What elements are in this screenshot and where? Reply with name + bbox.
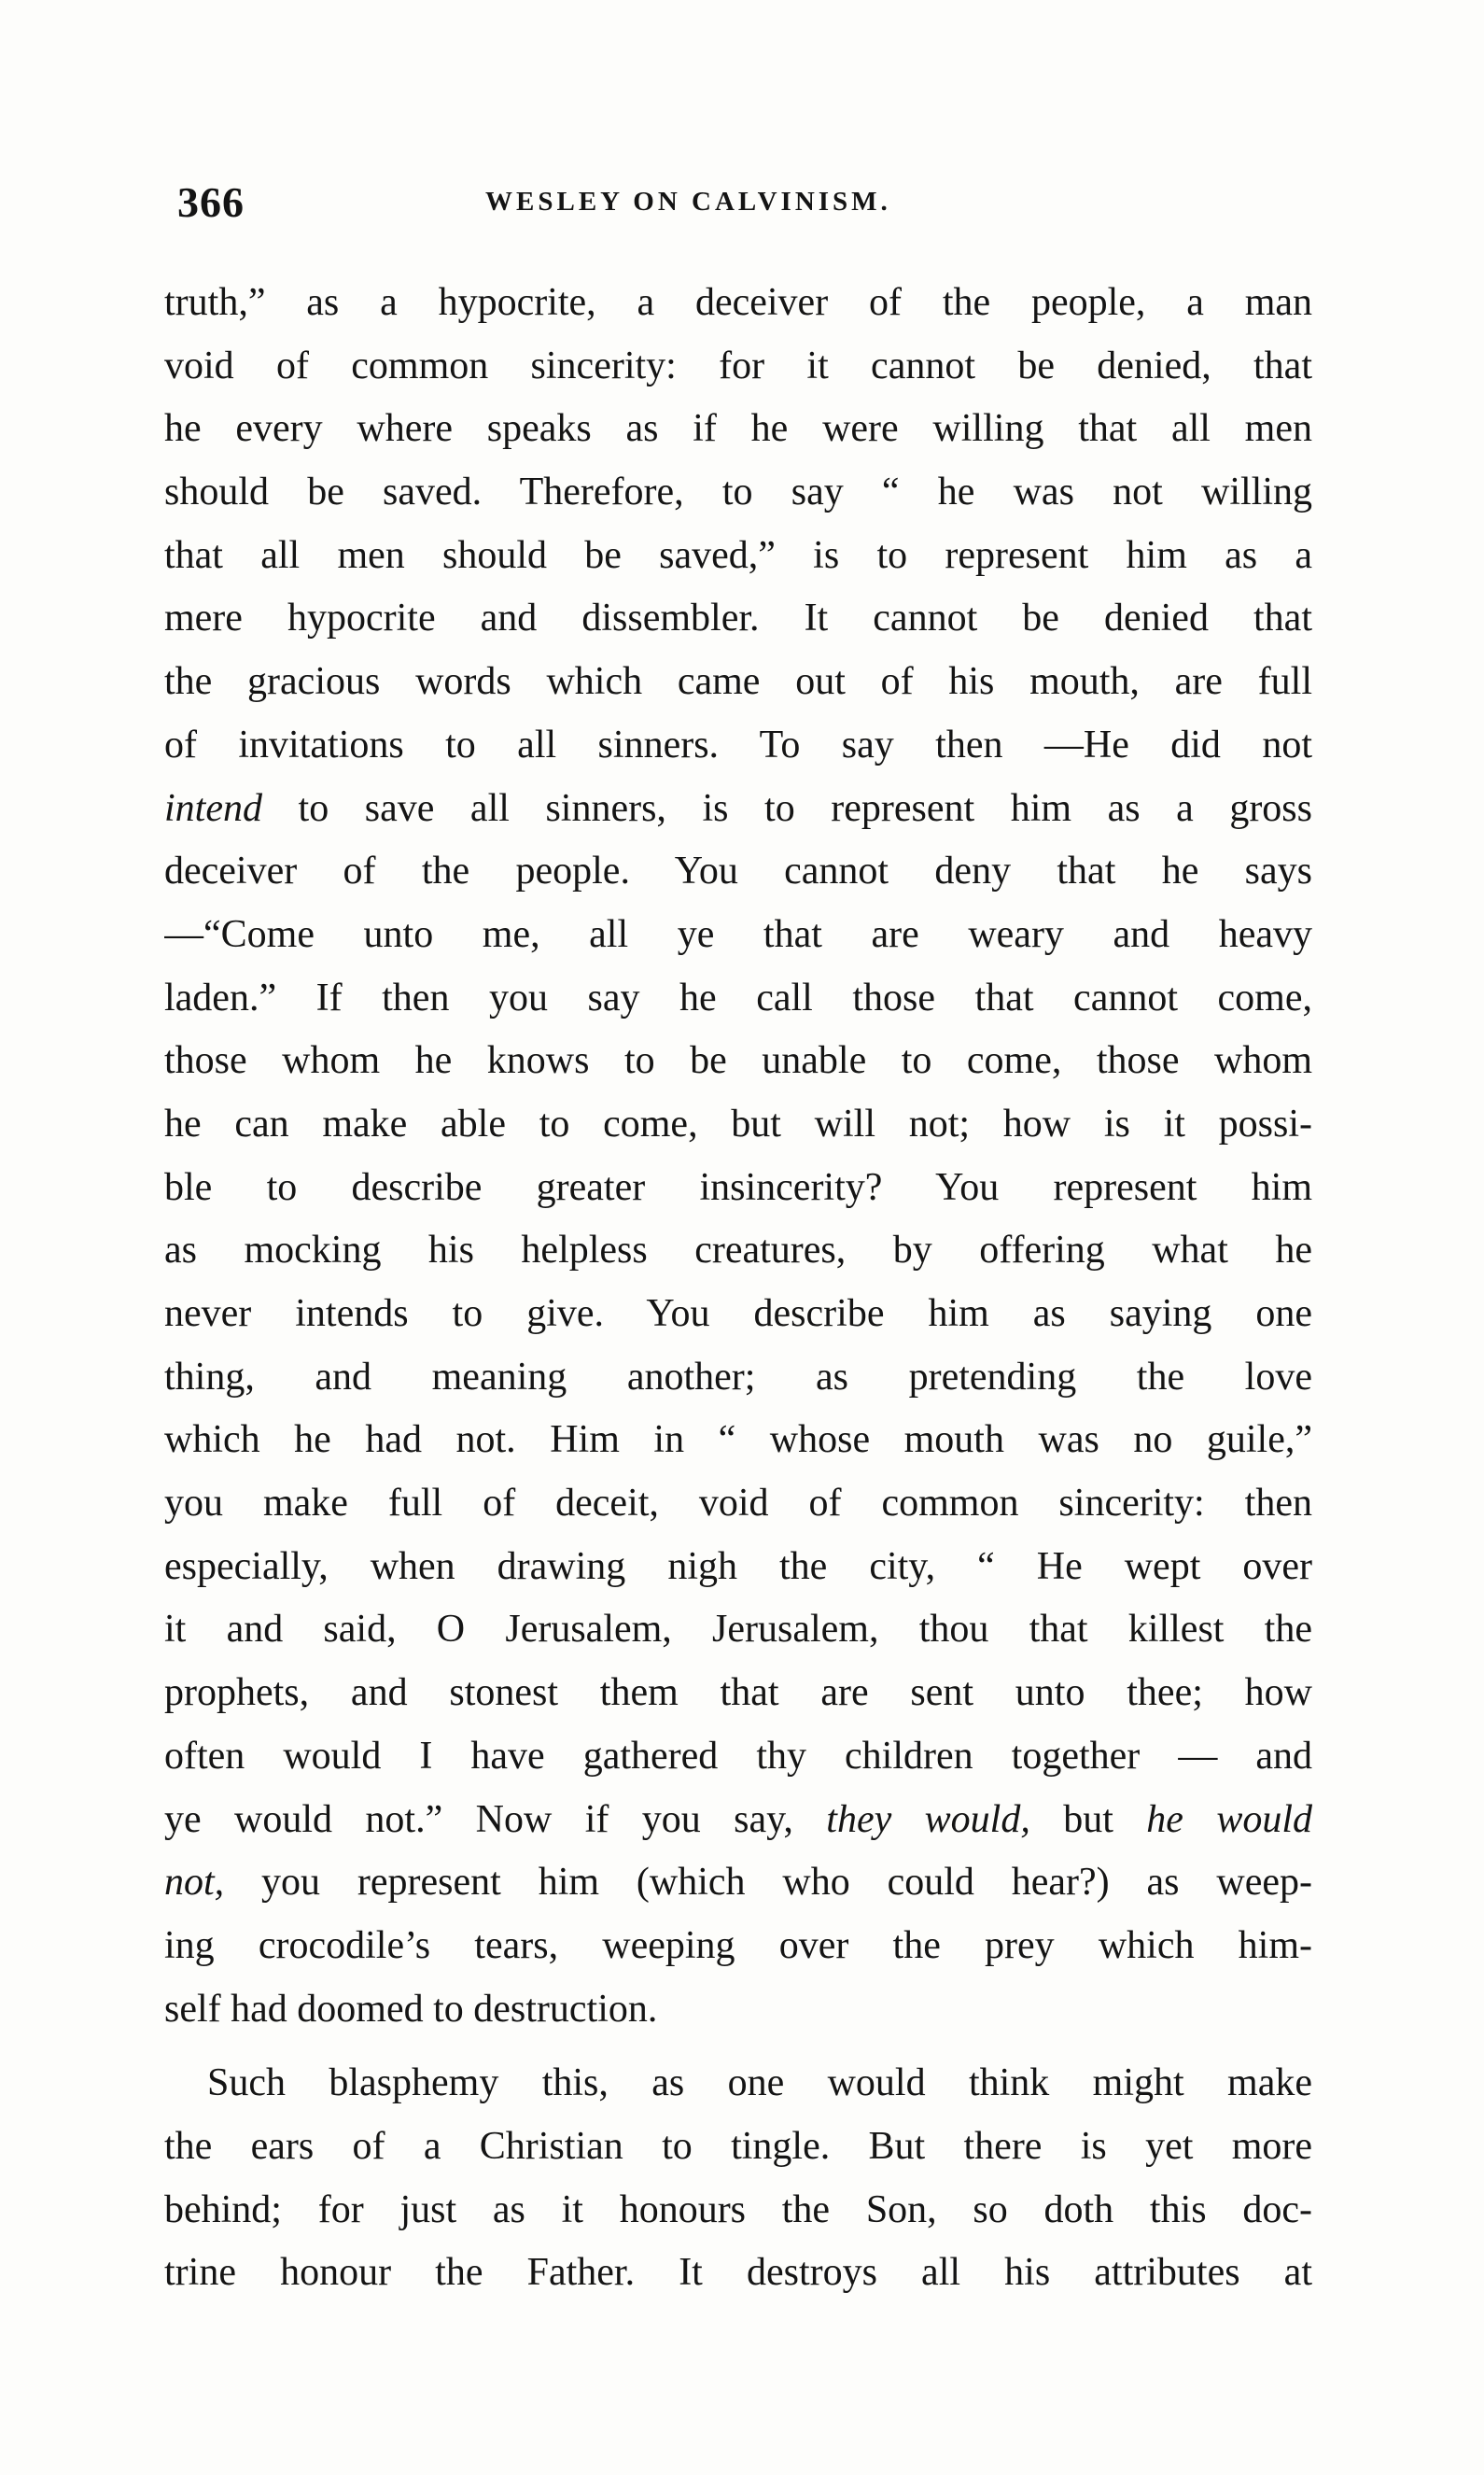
text-line: self had doomed to destruction. (164, 1987, 658, 2031)
text-line (164, 778, 1312, 841)
page-number: 366 (177, 178, 245, 226)
text-line (164, 1789, 1312, 1852)
text-fragment: but (1029, 1797, 1147, 1841)
text-line: —“Come unto me, all ye that are weary and heavy (164, 912, 1312, 956)
text-line: prophets, and stonest them that are sent unto thee; how (164, 1671, 1312, 1715)
text-line: he can make able to come, but will not; how is it possi- (164, 1102, 1312, 1146)
text-line: the gracious words which came out of his mouth, are full (164, 660, 1312, 704)
paragraph-2 (164, 2052, 1312, 2305)
text-line: which he had not. Him in “ whose mouth was no guile,” (164, 1418, 1312, 1462)
text-fragment: to save all sinners, is to represent him as a gross (298, 786, 1312, 830)
text-line (164, 1851, 1312, 1915)
italic-phrase: he would (1146, 1797, 1312, 1841)
paragraph-gap (164, 2041, 1312, 2052)
text-line: should be saved. Therefore, to say “ he was not willing (164, 471, 1312, 514)
text-line: that all men should be saved,” is to represent him as a (164, 533, 1312, 577)
text-line: behind; for just as it honours the Son, so doth this doc- (164, 2187, 1312, 2231)
paragraph-1 (164, 272, 1312, 2041)
text-line: you make full of deceit, void of common sincerity: then (164, 1482, 1312, 1526)
text-line: those whom he knows to be unable to come, those whom (164, 1039, 1312, 1083)
body-text (164, 272, 1312, 2305)
text-fragment: ye would not.” Now if you say, (164, 1797, 793, 1841)
text-fragment: you represent him (which who could hear?) as weep- (261, 1861, 1312, 1905)
text-line: laden.” If then you say he call those that cannot come, (164, 976, 1312, 1020)
italic-word: not, (164, 1861, 225, 1905)
text-line: void of common sincerity: for it cannot be denied, that (164, 344, 1312, 387)
running-title: WESLEY ON CALVINISM. (485, 187, 891, 217)
text-line: mere hypocrite and dissembler. It cannot be denied that (164, 597, 1312, 640)
text-line: truth,” as a hypocrite, a deceiver of the people, a man (164, 281, 1312, 324)
italic-phrase: they would, (826, 1797, 1030, 1841)
text-line: ble to describe greater insincerity? You represent him (164, 1165, 1312, 1209)
text-line: Such blasphemy this, as one would think might make (207, 2061, 1312, 2105)
text-line: ing crocodile’s tears, weeping over the prey which him- (164, 1923, 1312, 1967)
text-line: as mocking his helpless creatures, by offering what he (164, 1229, 1312, 1273)
italic-word: intend (164, 786, 262, 830)
text-line: he every where speaks as if he were willing that all men (164, 407, 1312, 451)
text-line: often would I have gathered thy children together — and (164, 1734, 1312, 1778)
text-line: thing, and meaning another; as pretending the love (164, 1355, 1312, 1399)
text-line: trine honour the Father. It destroys all his attributes at (164, 2251, 1312, 2295)
text-line: of invitations to all sinners. To say then —He did not (164, 723, 1312, 766)
text-line: it and said, O Jerusalem, Jerusalem, thou that killest the (164, 1608, 1312, 1652)
text-line: especially, when drawing nigh the city, “ He wept over (164, 1544, 1312, 1588)
running-head (177, 177, 1316, 233)
text-line: deceiver of the people. You cannot deny that he says (164, 850, 1312, 893)
text-line: the ears of a Christian to tingle. But there is yet more (164, 2124, 1312, 2168)
text-line: never intends to give. You describe him as saying one (164, 1292, 1312, 1335)
